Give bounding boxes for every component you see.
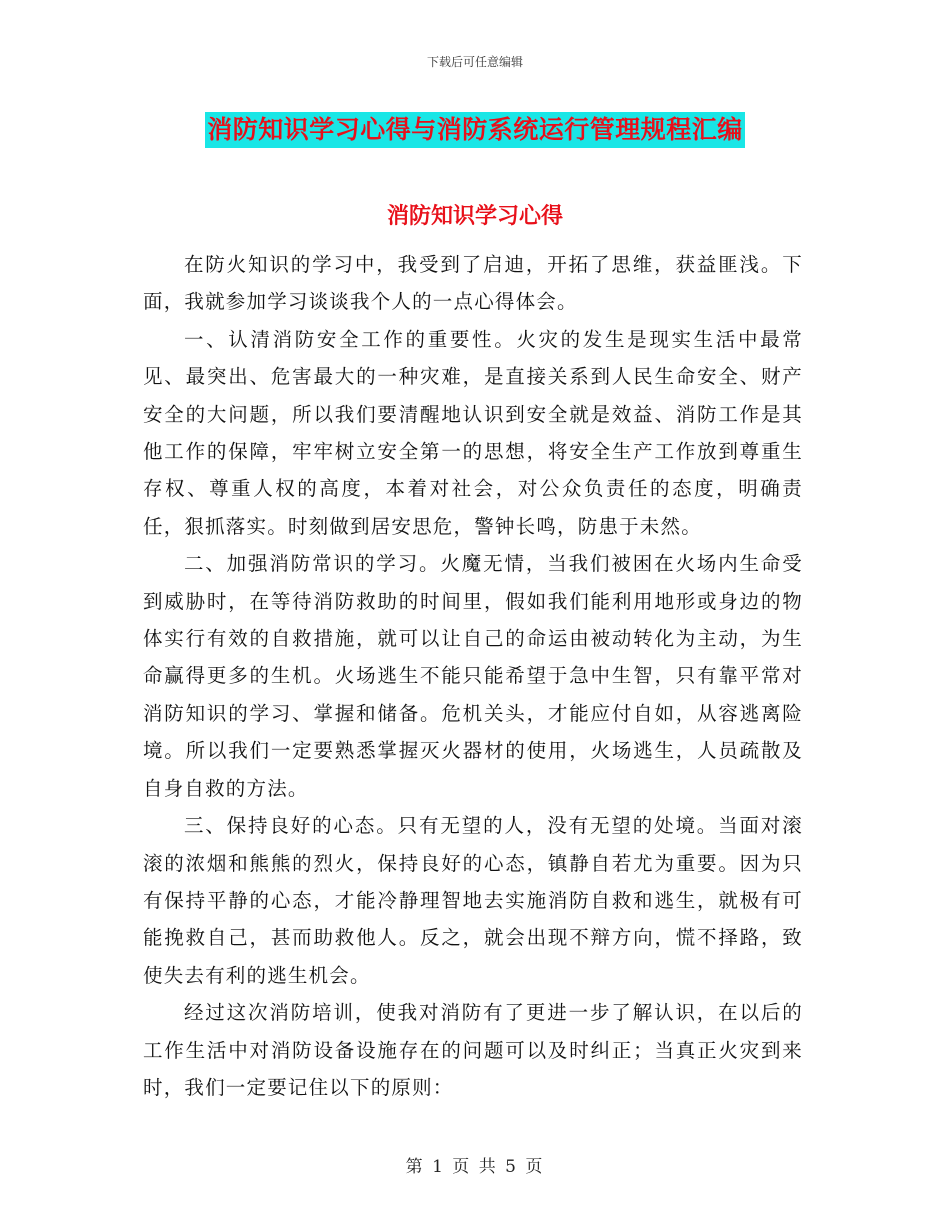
section-title: 消防知识学习心得 — [386, 204, 563, 229]
header-note: 下载后可任意编辑 — [426, 55, 523, 69]
paragraph-point-two: 二、加强消防常识的学习。火魔无情，当我们被困在火场内生命受到威胁时，在等待消防救助的时间里，假如我们能利用地形或身边的物体实行有效的自救措施，就可以让自己的命运由被动转化为主动，为生命赢得更多的生机。火场逃生不能只能希望于急中生智，只有靠平常对消防知识的学习、掌握和储备。危机关头，才能应付自如，从容逃离险境。所以我们一定要熟悉掌握灭火器材的使用，火场逃生，人员疏散及自身自救的方法。 — [143, 552, 803, 800]
document-body — [143, 246, 803, 1106]
document-title-container — [0, 112, 950, 148]
paragraph-intro: 在防火知识的学习中，我受到了启迪，开拓了思维，获益匪浅。下面，我就参加学习谈谈我个人的一点心得体会。 — [143, 253, 803, 314]
page-number: 第 1 页 共 5 页 — [405, 1157, 545, 1177]
paragraph-conclusion: 经过这次消防培训，使我对消防有了更进一步了解认识，在以后的工作生活中对消防设备设施存在的问题可以及时纠正；当真正火灾到来时，我们一定要记住以下的原则： — [143, 1001, 803, 1099]
paragraph-point-one: 一、认清消防安全工作的重要性。火灾的发生是现实生活中最常见、最突出、危害最大的一种灾难，是直接关系到人民生命安全、财产安全的大问题，所以我们要清醒地认识到安全就是效益、消防工作是其他工作的保障，牢牢树立安全第一的思想，将安全生产工作放到尊重生存权、尊重人权的高度，本着对社会，对公众负责任的态度，明确责任，狠抓落实。时刻做到居安思危，警钟长鸣，防患于未然。 — [143, 327, 803, 538]
paragraph-point-three: 三、保持良好的心态。只有无望的人，没有无望的处境。当面对滚滚的浓烟和熊熊的烈火，保持良好的心态，镇静自若尤为重要。因为只有保持平静的心态，才能冷静理智地去实施消防自救和逃生，就极有可能挽救自己，甚而助救他人。反之，就会出现不辩方向，慌不择路，致使失去有利的逃生机会。 — [143, 814, 803, 987]
document-title: 消防知识学习心得与消防系统运行管理规程汇编 — [205, 112, 745, 148]
